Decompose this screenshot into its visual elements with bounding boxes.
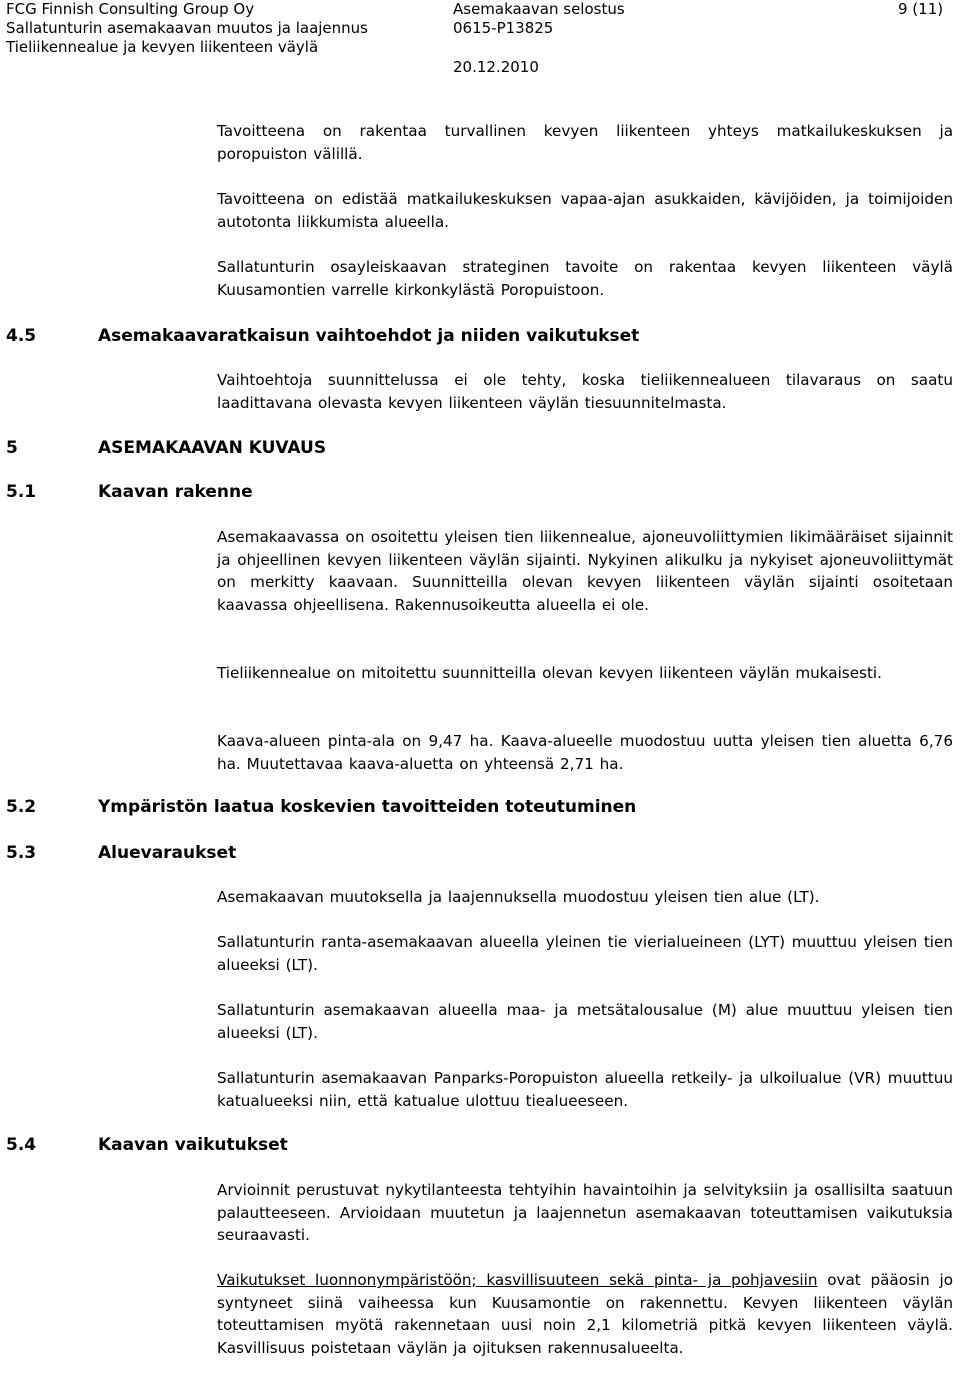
underlined-lead-text: Vaikutukset luonnonympäristöön; kasvillisuuteen sekä pinta- ja pohjavesiin bbox=[217, 1271, 818, 1289]
header-doc-number: 0615-P13825 bbox=[453, 19, 554, 37]
section-title: ASEMAKAAVAN KUVAUS bbox=[98, 438, 327, 458]
section-5-1-paragraph-1: Asemakaavassa on osoitettu yleisen tien liikennealue, ajoneuvoliittymien likimääräiset sijainnit ja ohjeellinen kevyen liikenteen väylän sijainti. Nykyinen alikulku ja nykyiset ajoneuvoliittymät on merkitty kaavaan. Suunnitteilla olevan kevyen liikenteen väylän sijainti osoitetaan kaavassa ohjeellisena. Rakennusoikeutta alueella ei ole. bbox=[217, 528, 953, 614]
section-title: Ympäristön laatua koskevien tavoitteiden toteutuminen bbox=[98, 797, 637, 817]
section-number: 5.4 bbox=[6, 1135, 37, 1155]
section-title: Kaavan rakenne bbox=[98, 482, 253, 502]
section-5-3-paragraph-3: Sallatunturin asemakaavan alueella maa- ja metsätalousalue (M) alue muuttuu yleisen tien alueeksi (LT). bbox=[217, 1001, 953, 1042]
section-number: 5.1 bbox=[6, 482, 37, 502]
header-date: 20.12.2010 bbox=[453, 58, 539, 76]
section-number: 5.2 bbox=[6, 797, 37, 817]
section-heading-5-2 bbox=[6, 796, 636, 818]
section-heading-5 bbox=[6, 437, 326, 459]
section-number: 5 bbox=[6, 438, 18, 458]
section-heading-5-4 bbox=[6, 1134, 288, 1156]
intro-paragraph-2: Tavoitteena on edistää matkailukeskuksen vapaa-ajan asukkaiden, kävijöiden, ja toimijoiden autotonta liikkumista alueella. bbox=[217, 190, 953, 231]
paragraph-body-text: ovat pääosin jo syntyneet siinä vaiheessa kun Kuusamontie on rakennettu. Kevyen liikenteen väylän toteuttamisen myötä rakennetaan uusi noin 2,1 kilometriä pitkä kevyen liikenteen väylä. Kasvillisuus poistetaan väylän ja ojituksen rakennusalueelta. bbox=[217, 1271, 953, 1357]
section-5-3-paragraph-2: Sallatunturin ranta-asemakaavan alueella yleinen tie vierialueineen (LYT) muuttuu yleisen tien alueeksi (LT). bbox=[217, 933, 953, 974]
section-heading-4-5 bbox=[6, 325, 639, 347]
section-5-4-paragraph-1: Arvioinnit perustuvat nykytilanteesta tehtyihin havaintoihin ja selvityksiin ja osallisilta saatuun palautteeseen. Arvioidaan muutetun ja laajennetun asemakaavan toteuttamisen vaikutuksia seuraavasti. bbox=[217, 1181, 953, 1244]
header-page-number: 9 (11) bbox=[898, 0, 944, 18]
section-5-4-paragraph-2 bbox=[217, 1269, 953, 1359]
intro-paragraph-3: Sallatunturin osayleiskaavan strateginen tavoite on rakentaa kevyen liikenteen väylä Kuusamontien varrelle kirkonkylästä Poropuistoon. bbox=[217, 258, 953, 299]
header-doc-type: Asemakaavan selostus bbox=[453, 0, 625, 18]
section-5-3-paragraph-1: Asemakaavan muutoksella ja laajennuksella muodostuu yleisen tien alue (LT). bbox=[217, 888, 820, 906]
section-5-3-paragraph-4: Sallatunturin asemakaavan Panparks-Poropuiston alueella retkeily- ja ulkoilualue (VR) muuttuu katualueeksi niin, että katualue ulottuu tiealueeseen. bbox=[217, 1069, 953, 1110]
header-company: FCG Finnish Consulting Group Oy bbox=[6, 0, 255, 18]
section-heading-5-1 bbox=[6, 481, 253, 503]
header-project: Sallatunturin asemakaavan muutos ja laajennus bbox=[6, 19, 368, 37]
section-title: Aluevaraukset bbox=[98, 843, 237, 863]
section-number: 5.3 bbox=[6, 843, 37, 863]
section-number: 4.5 bbox=[6, 326, 37, 346]
section-5-1-paragraph-3: Kaava-alueen pinta-ala on 9,47 ha. Kaava-alueelle muodostuu uutta yleisen tien aluetta 6,76 ha. Muutettavaa kaava-aluetta on yhteensä 2,71 ha. bbox=[217, 732, 953, 773]
section-5-1-paragraph-2: Tieliikennealue on mitoitettu suunnitteilla olevan kevyen liikenteen väylän mukaisesti. bbox=[217, 664, 882, 682]
intro-paragraph-1: Tavoitteena on rakentaa turvallinen kevyen liikenteen yhteys matkailukeskuksen ja poropuiston välillä. bbox=[217, 122, 953, 163]
header-subproject: Tieliikennealue ja kevyen liikenteen väylä bbox=[6, 38, 319, 56]
section-title: Kaavan vaikutukset bbox=[98, 1135, 288, 1155]
section-heading-5-3 bbox=[6, 842, 236, 864]
section-title: Asemakaavaratkaisun vaihtoehdot ja niiden vaikutukset bbox=[98, 326, 640, 346]
section-4-5-paragraph-1: Vaihtoehtoja suunnittelussa ei ole tehty, koska tieliikennealueen tilavaraus on saatu laadittavana olevasta kevyen liikenteen väylän tiesuunnitelmasta. bbox=[217, 371, 953, 412]
